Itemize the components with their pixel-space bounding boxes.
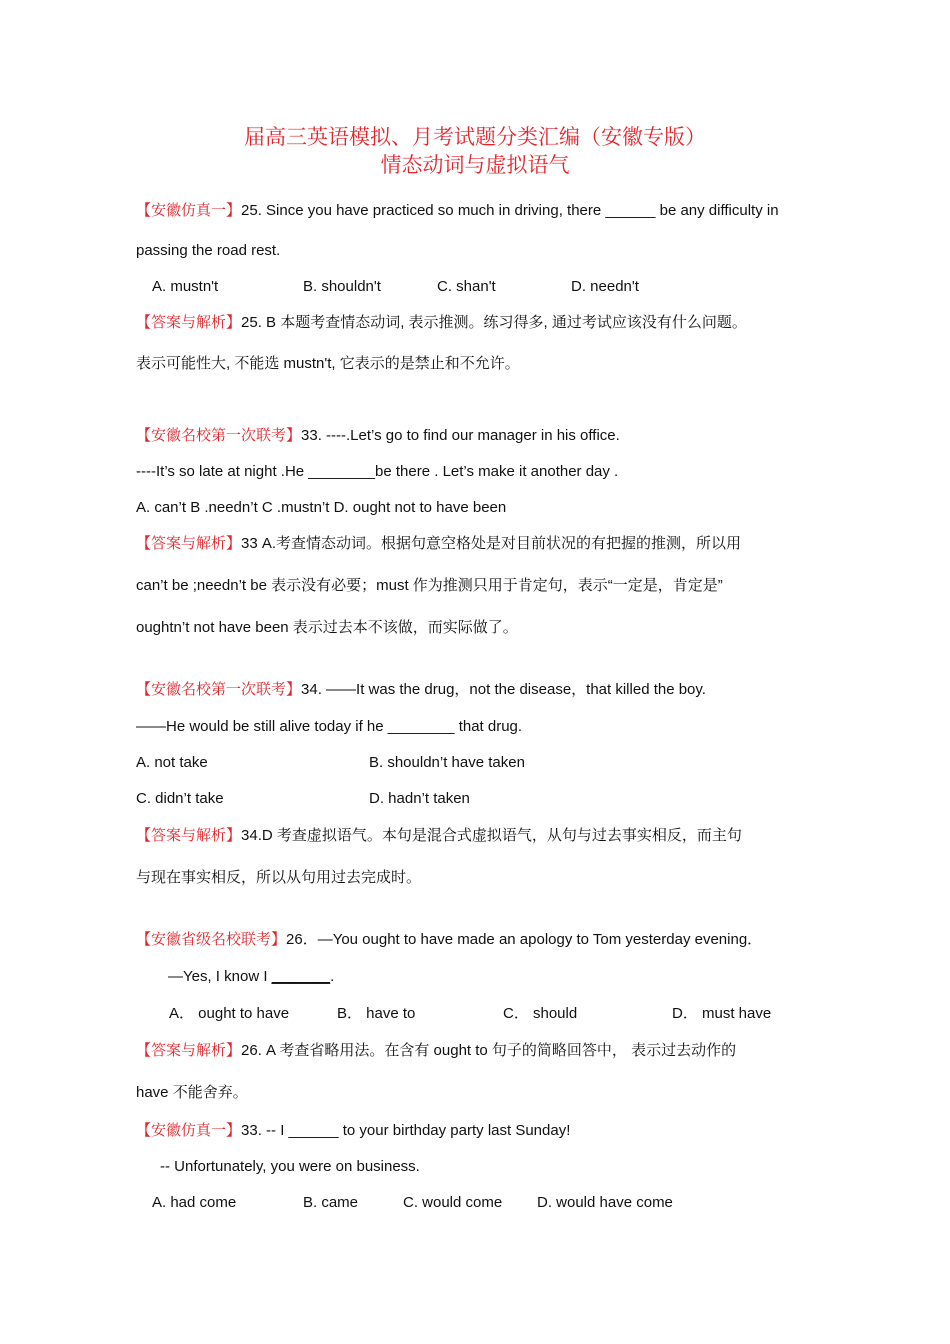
q1-answer-text1: 25. B 本题考查情态动词, 表示推测。练习得多, 通过考试应该没有什么问题。 <box>241 314 747 331</box>
q5-option-c: C. would come <box>403 1194 503 1211</box>
q2-source-tag: 【安徽名校第一次联考】 <box>136 427 302 444</box>
q4-answer-text1: 26. A 考查省略用法。在含有 ought to 句子的简略回答中， 表示过去动作的 <box>241 1042 737 1059</box>
doc-title-line2: 情态动词与虚拟语气 <box>380 153 570 177</box>
q1-answer-tag: 【答案与解析】 <box>136 314 242 331</box>
q2-answer-line3: oughtn’t not have been 表示过去本不该做，而实际做了。 <box>136 619 518 636</box>
q4-option-b: B． have to <box>337 1005 416 1022</box>
q2-answer-line1 <box>136 534 741 554</box>
q4-option-c: C． should <box>503 1005 578 1022</box>
q4-answer-line1 <box>136 1041 736 1061</box>
q3-stem-text1: 34. ——It was the drug，not the disease，that killed the boy. <box>301 681 706 698</box>
q3-stem-line1 <box>136 680 706 700</box>
q3-option-c: C. didn’t take <box>136 790 224 807</box>
q5-option-b: B. came <box>303 1194 359 1211</box>
q4-source-tag: 【安徽省级名校联考】 <box>136 931 287 948</box>
q3-source-tag: 【安徽名校第一次联考】 <box>136 681 302 698</box>
q4-answer-line2: have 不能舍弃。 <box>136 1084 248 1101</box>
doc-title-line1: 届高三英语模拟、月考试题分类汇编（安徽专版） <box>244 125 706 149</box>
q1-option-a: A. mustn't <box>152 278 219 295</box>
q4-stem-line1 <box>136 930 762 950</box>
q4-option-a: A． ought to have <box>169 1005 290 1022</box>
q2-answer-tag: 【答案与解析】 <box>136 535 242 552</box>
q2-stem-line2: ----It’s so late at night .He ________be there . Let’s make it another day . <box>136 463 619 480</box>
q2-answer-text1: 33 A.考查情态动词。根据句意空格处是对目前状况的有把握的推测，所以用 <box>241 535 742 552</box>
q1-option-b: B. shouldn't <box>303 278 381 295</box>
q3-option-a: A. not take <box>136 754 208 771</box>
q1-option-c: C. shan't <box>437 278 496 295</box>
q3-answer-line2: 与现在事实相反，所以从句用过去完成时。 <box>136 869 422 886</box>
q1-source-tag: 【安徽仿真一】 <box>136 202 242 219</box>
q1-answer-line1 <box>136 313 747 333</box>
q4-answer-tag: 【答案与解析】 <box>136 1042 242 1059</box>
q5-stem-line2: -- Unfortunately, you were on business. <box>160 1158 420 1175</box>
q1-stem-text1: 25. Since you have practiced so much in driving, there ______ be any difficulty in <box>241 202 779 219</box>
q3-answer-line1 <box>136 826 742 846</box>
q2-answer-line2: can’t be ;needn’t be 表示没有必要；must 作为推测只用于肯定句，表示“一定是，肯定是” <box>136 577 723 594</box>
q4-option-d: D． must have <box>672 1005 772 1022</box>
q5-stem-text1: 33. -- I ______ to your birthday party last Sunday! <box>241 1122 571 1139</box>
q5-source-tag: 【安徽仿真一】 <box>136 1122 242 1139</box>
q2-stem-text1: 33. ----.Let’s go to find our manager in his office. <box>301 427 620 444</box>
q2-options: A. can’t B .needn’t C .mustn’t D. ought not to have been <box>136 499 507 516</box>
q5-stem-line1 <box>136 1121 570 1141</box>
q5-option-d: D. would have come <box>537 1194 673 1211</box>
q4-stem2-post: . <box>330 968 335 985</box>
q4-stem-text1: 26．—You ought to have made an apology to Tom yesterday evening． <box>286 931 763 948</box>
q1-stem-line2: passing the road rest. <box>136 242 281 259</box>
q1-option-d: D. needn't <box>571 278 639 295</box>
q1-answer-line2: 表示可能性大, 不能选 mustn't, 它表示的是禁止和不允许。 <box>136 355 520 372</box>
q3-answer-text1: 34.D 考查虚拟语气。本句是混合式虚拟语气，从句与过去事实相反，而主句 <box>241 827 742 844</box>
q3-answer-tag: 【答案与解析】 <box>136 827 242 844</box>
q4-stem-line2 <box>168 967 334 987</box>
q3-stem-line2: ——He would be still alive today if he ________ that drug. <box>136 718 523 735</box>
q1-stem-line1 <box>136 201 779 221</box>
q2-stem-line1 <box>136 426 620 446</box>
q5-option-a: A. had come <box>152 1194 237 1211</box>
q3-option-d: D. hadn’t taken <box>369 790 470 807</box>
q3-option-b: B. shouldn’t have taken <box>369 754 525 771</box>
q4-stem2-pre: —Yes, I know I <box>168 968 272 985</box>
q4-stem2-blank: _______ <box>271 968 331 985</box>
